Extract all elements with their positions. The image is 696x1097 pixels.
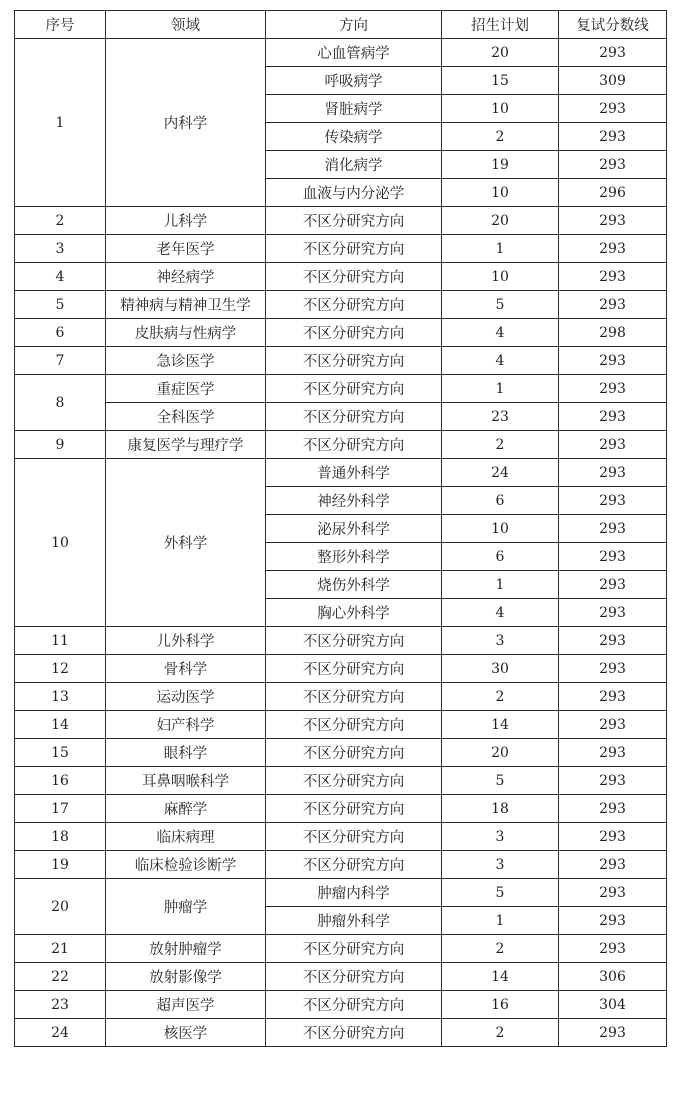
- score-cell: 306: [559, 963, 667, 991]
- field-cell: 临床检验诊断学: [106, 851, 266, 879]
- field-cell: 重症医学: [106, 375, 266, 403]
- score-cell: 293: [559, 935, 667, 963]
- direction-cell: 不区分研究方向: [266, 1019, 442, 1047]
- table-row: [15, 207, 667, 235]
- plan-cell: 10: [442, 95, 559, 123]
- direction-cell: 不区分研究方向: [266, 711, 442, 739]
- direction-cell: 烧伤外科学: [266, 571, 442, 599]
- header-no: 序号: [15, 11, 106, 39]
- direction-cell: 不区分研究方向: [266, 683, 442, 711]
- field-cell: 放射影像学: [106, 963, 266, 991]
- score-cell: 293: [559, 907, 667, 935]
- direction-cell: 不区分研究方向: [266, 235, 442, 263]
- field-cell: 皮肤病与性病学: [106, 319, 266, 347]
- direction-cell: 不区分研究方向: [266, 851, 442, 879]
- row-number: 20: [15, 879, 106, 935]
- score-cell: 293: [559, 795, 667, 823]
- plan-cell: 10: [442, 179, 559, 207]
- score-cell: 293: [559, 291, 667, 319]
- field-cell: 临床病理: [106, 823, 266, 851]
- field-cell: 外科学: [106, 459, 266, 627]
- table-row: [15, 711, 667, 739]
- score-cell: 293: [559, 711, 667, 739]
- score-cell: 293: [559, 851, 667, 879]
- plan-cell: 4: [442, 319, 559, 347]
- table-row: [15, 879, 667, 907]
- plan-cell: 2: [442, 123, 559, 151]
- plan-cell: 2: [442, 431, 559, 459]
- score-cell: 293: [559, 207, 667, 235]
- row-number: 10: [15, 459, 106, 627]
- plan-cell: 5: [442, 767, 559, 795]
- header-direction: 方向: [266, 11, 442, 39]
- plan-cell: 14: [442, 963, 559, 991]
- field-cell: 耳鼻咽喉科学: [106, 767, 266, 795]
- table-row: [15, 963, 667, 991]
- header-row: [15, 11, 667, 39]
- score-cell: 293: [559, 459, 667, 487]
- row-number: 21: [15, 935, 106, 963]
- plan-cell: 19: [442, 151, 559, 179]
- field-cell: 老年医学: [106, 235, 266, 263]
- field-cell: 放射肿瘤学: [106, 935, 266, 963]
- plan-cell: 3: [442, 627, 559, 655]
- score-cell: 293: [559, 235, 667, 263]
- plan-cell: 2: [442, 935, 559, 963]
- score-cell: 293: [559, 123, 667, 151]
- table-row: [15, 627, 667, 655]
- plan-cell: 1: [442, 571, 559, 599]
- direction-cell: 不区分研究方向: [266, 823, 442, 851]
- plan-cell: 4: [442, 347, 559, 375]
- plan-cell: 20: [442, 739, 559, 767]
- score-cell: 293: [559, 403, 667, 431]
- direction-cell: 肾脏病学: [266, 95, 442, 123]
- row-number: 1: [15, 39, 106, 207]
- score-cell: 293: [559, 515, 667, 543]
- row-number: 14: [15, 711, 106, 739]
- plan-cell: 20: [442, 39, 559, 67]
- plan-cell: 16: [442, 991, 559, 1019]
- table-row: [15, 235, 667, 263]
- row-number: 16: [15, 767, 106, 795]
- plan-cell: 1: [442, 235, 559, 263]
- score-cell: 293: [559, 263, 667, 291]
- direction-cell: 消化病学: [266, 151, 442, 179]
- plan-cell: 24: [442, 459, 559, 487]
- row-number: 18: [15, 823, 106, 851]
- score-cell: 293: [559, 151, 667, 179]
- direction-cell: 传染病学: [266, 123, 442, 151]
- field-cell: 内科学: [106, 39, 266, 207]
- score-cell: 293: [559, 543, 667, 571]
- direction-cell: 不区分研究方向: [266, 991, 442, 1019]
- field-cell: 肿瘤学: [106, 879, 266, 935]
- row-number: 24: [15, 1019, 106, 1047]
- direction-cell: 不区分研究方向: [266, 291, 442, 319]
- score-cell: 309: [559, 67, 667, 95]
- plan-cell: 5: [442, 291, 559, 319]
- row-number: 11: [15, 627, 106, 655]
- plan-cell: 6: [442, 487, 559, 515]
- admissions-table: [14, 10, 667, 1047]
- score-cell: 293: [559, 375, 667, 403]
- header-field: 领域: [106, 11, 266, 39]
- field-cell: 神经病学: [106, 263, 266, 291]
- direction-cell: 不区分研究方向: [266, 795, 442, 823]
- table-row: [15, 347, 667, 375]
- field-cell: 运动医学: [106, 683, 266, 711]
- direction-cell: 血液与内分泌学: [266, 179, 442, 207]
- plan-cell: 1: [442, 375, 559, 403]
- direction-cell: 不区分研究方向: [266, 431, 442, 459]
- score-cell: 293: [559, 599, 667, 627]
- direction-cell: 不区分研究方向: [266, 347, 442, 375]
- direction-cell: 泌尿外科学: [266, 515, 442, 543]
- score-cell: 293: [559, 431, 667, 459]
- table-row: [15, 319, 667, 347]
- row-number: 3: [15, 235, 106, 263]
- score-cell: 296: [559, 179, 667, 207]
- field-cell: 妇产科学: [106, 711, 266, 739]
- direction-cell: 不区分研究方向: [266, 403, 442, 431]
- score-cell: 293: [559, 823, 667, 851]
- plan-cell: 4: [442, 599, 559, 627]
- table-body: [15, 39, 667, 1047]
- direction-cell: 不区分研究方向: [266, 207, 442, 235]
- row-number: 13: [15, 683, 106, 711]
- plan-cell: 15: [442, 67, 559, 95]
- direction-cell: 不区分研究方向: [266, 263, 442, 291]
- table-row: [15, 683, 667, 711]
- score-cell: 304: [559, 991, 667, 1019]
- field-cell: 儿科学: [106, 207, 266, 235]
- plan-cell: 10: [442, 263, 559, 291]
- row-number: 4: [15, 263, 106, 291]
- score-cell: 293: [559, 571, 667, 599]
- direction-cell: 不区分研究方向: [266, 935, 442, 963]
- table-row: [15, 935, 667, 963]
- direction-cell: 不区分研究方向: [266, 319, 442, 347]
- direction-cell: 神经外科学: [266, 487, 442, 515]
- direction-cell: 心血管病学: [266, 39, 442, 67]
- table-row: [15, 291, 667, 319]
- direction-cell: 不区分研究方向: [266, 963, 442, 991]
- plan-cell: 3: [442, 823, 559, 851]
- direction-cell: 整形外科学: [266, 543, 442, 571]
- row-number: 22: [15, 963, 106, 991]
- table-row: [15, 459, 667, 487]
- direction-cell: 肿瘤外科学: [266, 907, 442, 935]
- plan-cell: 10: [442, 515, 559, 543]
- table-row: [15, 991, 667, 1019]
- table-row: [15, 739, 667, 767]
- score-cell: 293: [559, 487, 667, 515]
- score-cell: 293: [559, 739, 667, 767]
- score-cell: 293: [559, 347, 667, 375]
- field-cell: 全科医学: [106, 403, 266, 431]
- table-row: [15, 375, 667, 403]
- row-number: 6: [15, 319, 106, 347]
- field-cell: 急诊医学: [106, 347, 266, 375]
- field-cell: 骨科学: [106, 655, 266, 683]
- direction-cell: 不区分研究方向: [266, 767, 442, 795]
- row-number: 5: [15, 291, 106, 319]
- table-row: [15, 823, 667, 851]
- table-row: [15, 1019, 667, 1047]
- direction-cell: 胸心外科学: [266, 599, 442, 627]
- plan-cell: 30: [442, 655, 559, 683]
- field-cell: 精神病与精神卫生学: [106, 291, 266, 319]
- plan-cell: 2: [442, 1019, 559, 1047]
- header-plan: 招生计划: [442, 11, 559, 39]
- score-cell: 293: [559, 879, 667, 907]
- direction-cell: 肿瘤内科学: [266, 879, 442, 907]
- header-score: 复试分数线: [559, 11, 667, 39]
- row-number: 9: [15, 431, 106, 459]
- row-number: 2: [15, 207, 106, 235]
- table-row: [15, 851, 667, 879]
- direction-cell: 呼吸病学: [266, 67, 442, 95]
- direction-cell: 不区分研究方向: [266, 627, 442, 655]
- field-cell: 麻醉学: [106, 795, 266, 823]
- direction-cell: 普通外科学: [266, 459, 442, 487]
- field-cell: 儿外科学: [106, 627, 266, 655]
- field-cell: 核医学: [106, 1019, 266, 1047]
- table-row: [15, 263, 667, 291]
- field-cell: 眼科学: [106, 739, 266, 767]
- row-number: 7: [15, 347, 106, 375]
- plan-cell: 14: [442, 711, 559, 739]
- plan-cell: 5: [442, 879, 559, 907]
- table-row: [15, 431, 667, 459]
- score-cell: 293: [559, 1019, 667, 1047]
- plan-cell: 23: [442, 403, 559, 431]
- score-cell: 293: [559, 627, 667, 655]
- score-cell: 293: [559, 95, 667, 123]
- row-number: 19: [15, 851, 106, 879]
- direction-cell: 不区分研究方向: [266, 375, 442, 403]
- plan-cell: 20: [442, 207, 559, 235]
- plan-cell: 18: [442, 795, 559, 823]
- field-cell: 康复医学与理疗学: [106, 431, 266, 459]
- table-row: [15, 39, 667, 67]
- score-cell: 293: [559, 767, 667, 795]
- table-row: [15, 767, 667, 795]
- score-cell: 293: [559, 39, 667, 67]
- row-number: 15: [15, 739, 106, 767]
- row-number: 12: [15, 655, 106, 683]
- score-cell: 293: [559, 655, 667, 683]
- row-number: 23: [15, 991, 106, 1019]
- score-cell: 298: [559, 319, 667, 347]
- plan-cell: 6: [442, 543, 559, 571]
- plan-cell: 3: [442, 851, 559, 879]
- table-row: [15, 403, 667, 431]
- row-number: 17: [15, 795, 106, 823]
- score-cell: 293: [559, 683, 667, 711]
- table-row: [15, 655, 667, 683]
- direction-cell: 不区分研究方向: [266, 655, 442, 683]
- plan-cell: 1: [442, 907, 559, 935]
- field-cell: 超声医学: [106, 991, 266, 1019]
- direction-cell: 不区分研究方向: [266, 739, 442, 767]
- plan-cell: 2: [442, 683, 559, 711]
- table-row: [15, 795, 667, 823]
- row-number: 8: [15, 375, 106, 431]
